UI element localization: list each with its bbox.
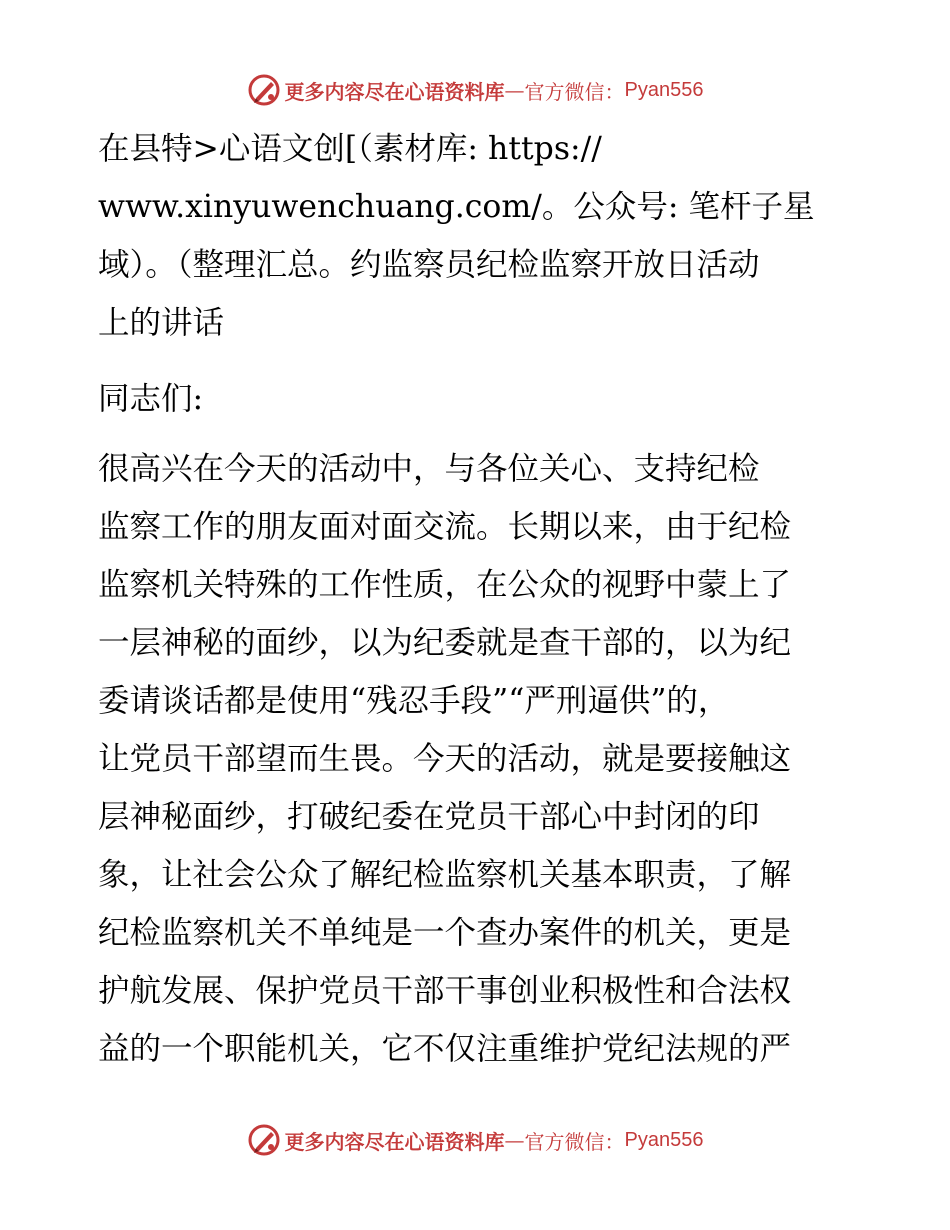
text-line: 在县特>心语文创[（素材库: https:// (98, 131, 602, 167)
paragraph-title (98, 120, 850, 352)
text-line: 一层神秘的面纱，以为纪委就是查干部的，以为纪 (98, 625, 792, 661)
text-line: www.xinyuwenchuang.com/。公众号: 笔杆子星 (98, 189, 815, 225)
banner-wechat-id: Pyan556 (624, 78, 704, 101)
banner-dash: — (504, 78, 525, 102)
banner-dash: — (504, 1128, 525, 1152)
document-body (98, 120, 850, 1078)
text-line: 上的讲话 (98, 305, 225, 341)
text-line: 很高兴在今天的活动中，与各位关心、支持纪检 (98, 451, 760, 487)
text-line: 护航发展、保护党员干部干事创业积极性和合法权 (98, 973, 792, 1009)
text-line: 层神秘面纱，打破纪委在党员干部心中封闭的印 (98, 799, 760, 835)
text-line: 象，让社会公众了解纪检监察机关基本职责，了解 (98, 857, 792, 893)
text-line: 益的一个职能机关，它不仅注重维护党纪法规的严 (98, 1031, 792, 1067)
paragraph-salutation (98, 370, 850, 428)
banner-wechat-id: Pyan556 (624, 1128, 704, 1151)
banner-sub-text: 官方微信： (524, 79, 625, 104)
header-banner (0, 70, 950, 110)
text-line: 委请谈话都是使用“残忍手段”“严刑逼供”的， (98, 683, 730, 719)
text-line: 监察机关特殊的工作性质，在公众的视野中蒙上了 (98, 567, 792, 603)
pen-logo-icon (247, 1123, 281, 1157)
text-line: 监察工作的朋友面对面交流。长期以来，由于纪检 (98, 509, 792, 545)
text-line: 同志们: (98, 381, 204, 417)
text-line: 让党员干部望而生畏。今天的活动，就是要接触这 (98, 741, 792, 777)
pen-logo-icon (247, 73, 281, 107)
banner-sub-text: 官方微信： (524, 1129, 625, 1154)
paragraph-body (98, 440, 850, 1078)
text-line: 域）。（整理汇总。约监察员纪检监察开放日活动 (98, 247, 760, 283)
text-line: 纪检监察机关不单纯是一个查办案件的机关，更是 (98, 915, 792, 951)
banner-main-text: 更多内容尽在心语资料库 (284, 1129, 505, 1154)
footer-banner (0, 1120, 950, 1160)
banner-main-text: 更多内容尽在心语资料库 (284, 79, 505, 104)
